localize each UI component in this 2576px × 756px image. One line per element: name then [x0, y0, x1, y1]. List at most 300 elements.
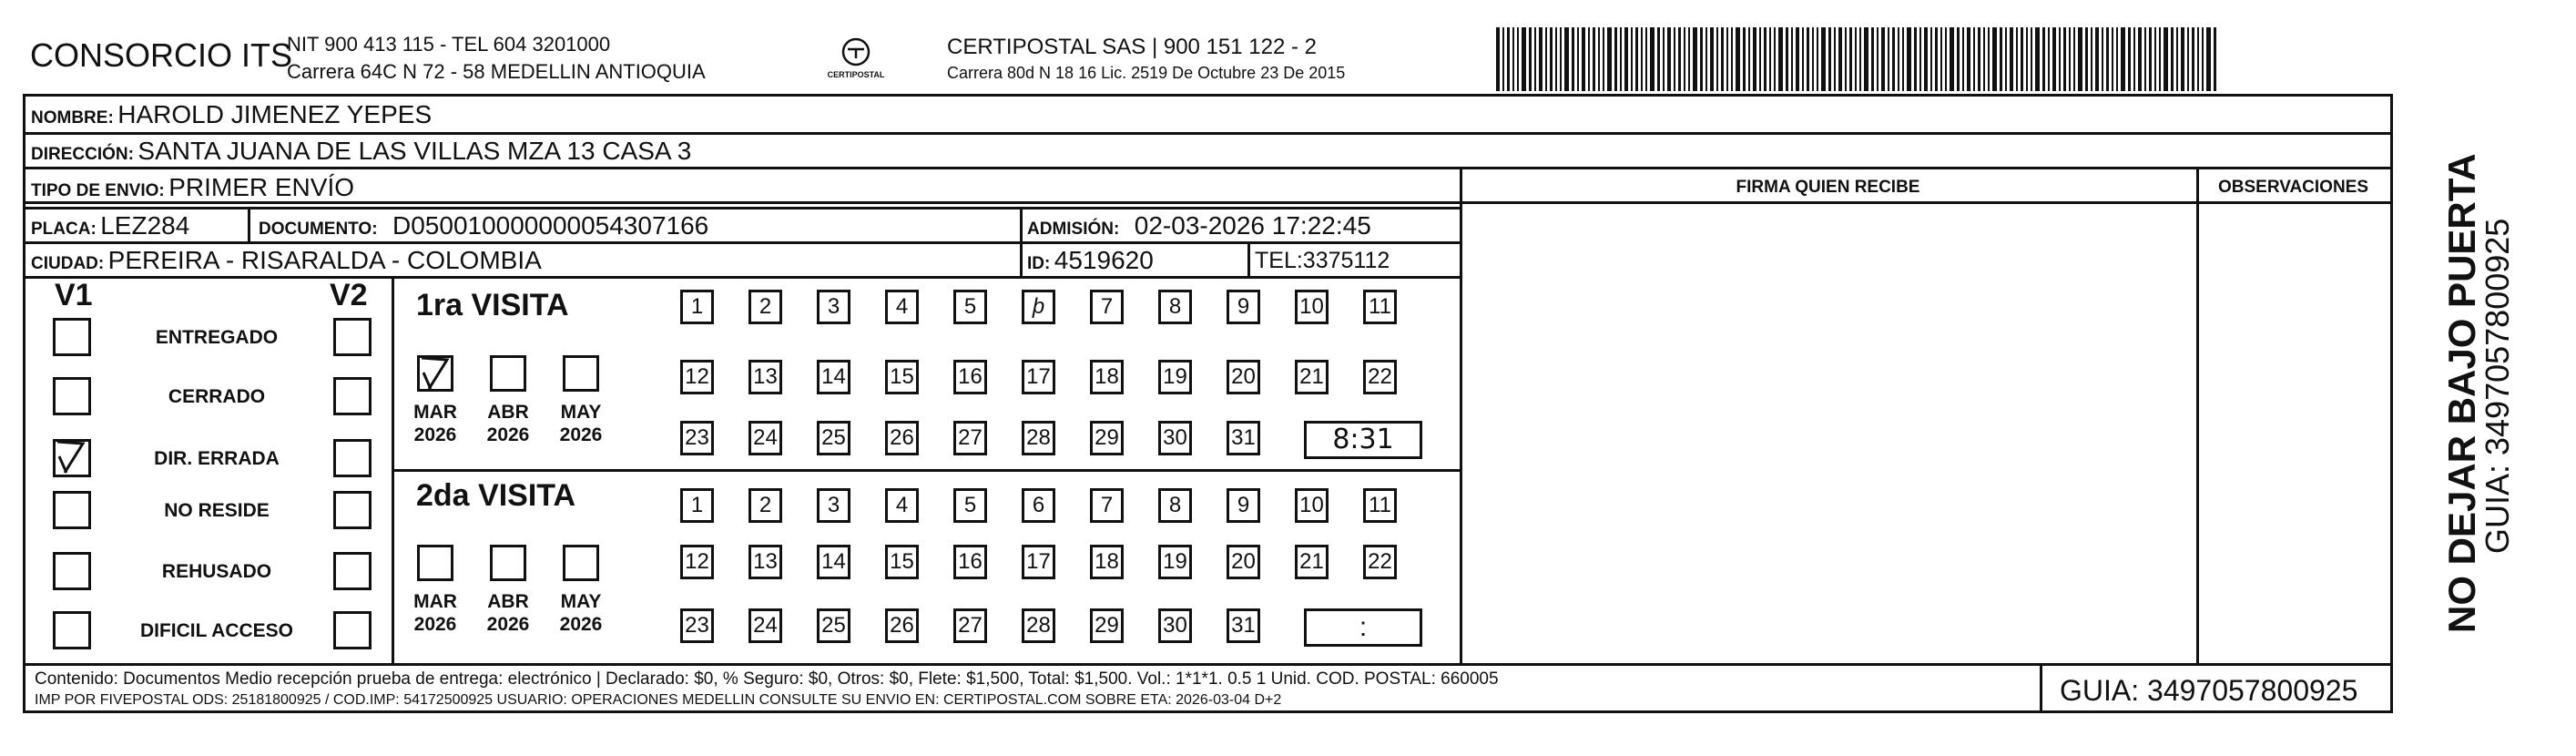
day-number: 14 — [821, 364, 846, 389]
month-year: 2026 — [486, 424, 530, 445]
day-number: 13 — [753, 549, 778, 574]
barcode-bar — [1539, 27, 1543, 91]
barcode-bar — [1607, 27, 1612, 91]
v2-checkbox[interactable] — [333, 377, 372, 415]
day-box[interactable] — [1363, 290, 1397, 324]
barcode-bar — [1635, 27, 1638, 91]
barcode-bar — [1821, 27, 1826, 91]
tel-value: 3375112 — [1302, 248, 1390, 273]
day-box[interactable] — [680, 290, 714, 324]
day-box[interactable] — [1022, 545, 1055, 579]
barcode-bar — [1786, 27, 1788, 91]
barcode-bar — [1907, 27, 1911, 91]
day-box[interactable] — [1090, 360, 1124, 394]
barcode-bar — [1930, 27, 1932, 91]
day-box[interactable] — [1158, 290, 1192, 324]
day-box[interactable] — [1090, 545, 1124, 579]
id-value: 4519620 — [1054, 246, 1154, 274]
day-box[interactable] — [1158, 421, 1192, 455]
day-number: 24 — [753, 613, 778, 638]
certipostal-logo — [824, 36, 888, 79]
status-option-label: CERRADO — [168, 386, 266, 407]
id-row — [1027, 246, 1154, 275]
frame-bottom — [23, 710, 2393, 713]
logo-text: CERTIPOSTAL — [827, 70, 885, 79]
barcode-bar — [1502, 27, 1504, 91]
barcode-bar — [2042, 27, 2045, 91]
barcode-bar — [2016, 27, 2018, 91]
barcode-bar — [1919, 27, 1921, 91]
day-box[interactable] — [953, 290, 987, 324]
signature-area[interactable] — [1462, 208, 2194, 661]
placa-divider — [248, 207, 250, 241]
barcode-bar — [2078, 27, 2082, 91]
barcode-bar — [1828, 27, 1831, 91]
barcode-bar — [2026, 27, 2028, 91]
barcode-bar — [1802, 27, 1804, 91]
day-box[interactable] — [748, 488, 782, 523]
day-number: 16 — [958, 549, 983, 574]
day-box[interactable] — [1295, 290, 1329, 324]
day-number: 25 — [821, 425, 846, 450]
status-option-label: REHUSADO — [161, 561, 272, 582]
row-line-2 — [23, 167, 2393, 169]
day-number: 10 — [1299, 294, 1324, 319]
barcode-bar — [2021, 27, 2023, 91]
v2-checkbox[interactable] — [333, 439, 372, 477]
barcode-bar — [2149, 27, 2152, 91]
barcode-bar — [1988, 27, 1990, 91]
barcode-bar — [1564, 27, 1569, 91]
day-box[interactable] — [1022, 608, 1055, 643]
status-option-label: NO RESIDE — [164, 500, 270, 521]
month-label — [408, 590, 463, 636]
barcode-bar — [1529, 27, 1532, 91]
barcode-bar — [1967, 27, 1970, 91]
day-number: 30 — [1163, 425, 1187, 450]
day-box[interactable] — [817, 360, 850, 394]
day-number: 6 — [1032, 493, 1045, 517]
day-number: 31 — [1231, 613, 1256, 638]
day-number: 9 — [1237, 493, 1250, 517]
day-number: 8 — [1168, 294, 1182, 319]
barcode-bar — [2010, 27, 2013, 91]
barcode-bar — [1731, 27, 1733, 91]
day-number: 28 — [1026, 613, 1051, 638]
day-box[interactable] — [1090, 608, 1124, 643]
day-number: 15 — [890, 549, 914, 574]
day-box[interactable] — [817, 608, 850, 643]
day-box[interactable] — [1158, 360, 1192, 394]
nombre-label: NOMBRE: — [31, 108, 114, 128]
v1-checkbox[interactable] — [53, 611, 91, 649]
day-box[interactable] — [817, 421, 850, 455]
barcode-bar — [2048, 27, 2050, 91]
day-box[interactable] — [1158, 545, 1192, 579]
barcode-bar — [1496, 27, 1500, 91]
day-box[interactable] — [1363, 488, 1397, 523]
day-number: 28 — [1026, 425, 1051, 450]
day-number: 3 — [827, 294, 840, 319]
day-box[interactable] — [1090, 488, 1124, 523]
barcode-bar — [1678, 27, 1681, 91]
barcode-bar — [1978, 27, 1980, 91]
barcode-bar — [1598, 27, 1600, 91]
barcode-bar — [1807, 27, 1809, 91]
placa-value: LEZ284 — [100, 211, 190, 240]
day-box[interactable] — [680, 608, 714, 643]
day-box[interactable] — [1158, 608, 1192, 643]
barcode-bar — [1973, 27, 1975, 91]
barcode-bar — [1838, 27, 1842, 91]
barcode-bar — [1817, 27, 1818, 91]
day-number: 22 — [1368, 549, 1392, 574]
barcode-bar — [1582, 27, 1585, 91]
day-number: 1 — [690, 493, 704, 517]
firma-header: FIRMA QUIEN RECIBE — [1736, 178, 1920, 197]
barcode-bar — [2095, 27, 2099, 91]
day-number: 7 — [1100, 294, 1114, 319]
day-box[interactable] — [1158, 488, 1192, 523]
barcode-bar — [1778, 27, 1783, 91]
tel-divider — [1247, 241, 1250, 276]
day-number: 11 — [1369, 493, 1391, 517]
barcode-bar — [1624, 27, 1628, 91]
barcode-bar — [2005, 27, 2007, 91]
day-box[interactable] — [1227, 545, 1260, 579]
barcode-bar — [2112, 27, 2113, 91]
day-box[interactable] — [885, 488, 919, 523]
day-number: 20 — [1231, 364, 1256, 389]
day-box[interactable] — [748, 360, 782, 394]
day-box[interactable] — [885, 608, 919, 643]
day-number: 14 — [821, 549, 846, 574]
checkmark-icon — [416, 352, 456, 393]
v2-header: V2 — [330, 278, 368, 312]
barcode-bar — [1688, 27, 1690, 91]
day-box[interactable] — [680, 360, 714, 394]
barcode — [1496, 27, 2225, 91]
barcode-bar — [1940, 27, 1942, 91]
day-number: 21 — [1299, 364, 1324, 389]
barcode-bar — [1545, 27, 1547, 91]
day-box[interactable] — [817, 290, 850, 324]
day-number: 16 — [958, 364, 983, 389]
month-year: 2026 — [559, 614, 603, 635]
day-box[interactable] — [885, 360, 919, 394]
day-number: 12 — [685, 364, 709, 389]
barcode-bar — [1935, 27, 1938, 91]
admision-value: 02-03-2026 17:22:45 — [1134, 211, 1371, 240]
row-line-5 — [23, 276, 1460, 279]
day-box[interactable] — [748, 608, 782, 643]
barcode-bar — [1902, 27, 1904, 91]
barcode-bar — [2116, 27, 2118, 91]
day-number: 13 — [753, 364, 778, 389]
day-box[interactable] — [953, 421, 987, 455]
barcode-bar — [1693, 27, 1697, 91]
day-number: 19 — [1163, 364, 1187, 389]
barcode-bar — [1572, 27, 1574, 91]
day-number: 27 — [958, 425, 983, 450]
barcode-bar — [1812, 27, 1814, 91]
day-box[interactable] — [748, 290, 782, 324]
day-box[interactable] — [817, 488, 850, 523]
barcode-bar — [1849, 27, 1852, 91]
day-box[interactable] — [885, 421, 919, 455]
day-number: 17 — [1026, 549, 1051, 574]
guia-divider — [2040, 663, 2042, 710]
day-box[interactable] — [1227, 608, 1260, 643]
barcode-bar — [1892, 27, 1895, 91]
barcode-bar — [1705, 27, 1707, 91]
barcode-bar — [2164, 27, 2168, 91]
barcode-bar — [2035, 27, 2040, 91]
day-box[interactable] — [1227, 421, 1260, 455]
day-box[interactable] — [1227, 290, 1260, 324]
barcode-bar — [1753, 27, 1756, 91]
barcode-bar — [1593, 27, 1595, 91]
day-number: 12 — [685, 549, 709, 574]
day-number: 23 — [685, 425, 709, 450]
second-visit-title: 2da VISITA — [416, 478, 576, 513]
v2-checkbox[interactable] — [333, 491, 372, 529]
barcode-bar — [2091, 27, 2092, 91]
day-box[interactable] — [748, 421, 782, 455]
barcode-bar — [1726, 27, 1728, 91]
barcode-bar — [1791, 27, 1793, 91]
barcode-bar — [2073, 27, 2075, 91]
barcode-bar — [1992, 27, 1997, 91]
placa-label: PLACA: — [31, 220, 97, 239]
barcode-bar — [1859, 27, 1861, 91]
day-number: 10 — [1299, 493, 1324, 517]
company-name: CONSORCIO ITS — [30, 36, 293, 74]
barcode-bar — [1663, 27, 1665, 91]
frame-left — [23, 94, 25, 710]
v2-checkbox[interactable] — [333, 552, 372, 590]
v1-checkbox[interactable] — [53, 552, 91, 590]
day-number: 27 — [958, 613, 983, 638]
day-box[interactable] — [1295, 545, 1329, 579]
day-box[interactable] — [680, 488, 714, 523]
admision-row — [1027, 211, 1371, 240]
day-box[interactable] — [1295, 360, 1329, 394]
barcode-bar — [2187, 27, 2189, 91]
day-box[interactable] — [953, 545, 987, 579]
barcode-bar — [1645, 27, 1647, 91]
day-number: 5 — [963, 294, 977, 319]
barcode-bar — [2214, 27, 2216, 91]
v1-checkbox[interactable] — [53, 377, 91, 415]
observations-area[interactable] — [2199, 208, 2388, 661]
month-checkbox[interactable] — [417, 545, 453, 581]
day-box[interactable] — [953, 360, 987, 394]
barcode-bar — [2176, 27, 2178, 91]
barcode-bar — [1769, 27, 1771, 91]
day-box[interactable] — [680, 421, 714, 455]
day-number: 1 — [690, 294, 704, 319]
barcode-bar — [1759, 27, 1761, 91]
barcode-bar — [1631, 27, 1633, 91]
barcode-bar — [2171, 27, 2174, 91]
footer-contents: Contenido: Documentos Medio recepción prueba de entrega: electrónico | Declarado: $0, % Seguro: $0, Otros: $0, Flete: $1,500, Total: $1,500. Vol.: 1*1*1. 0.5 1 Unid. COD. POSTAL: 660005 — [35, 669, 1499, 689]
nombre-value: HAROLD JIMENEZ YEPES — [117, 100, 433, 128]
month-name: MAR — [413, 591, 457, 612]
row-line-3 — [23, 201, 2393, 204]
placa-row — [31, 211, 189, 240]
day-box[interactable] — [1363, 360, 1397, 394]
day-number: 19 — [1163, 549, 1187, 574]
barcode-bar — [2052, 27, 2056, 91]
day-box[interactable] — [680, 545, 714, 579]
barcode-bar — [1716, 27, 1718, 91]
barcode-bar — [1877, 27, 1879, 91]
month-name: MAY — [560, 591, 602, 612]
day-box[interactable] — [748, 545, 782, 579]
day-number: 25 — [821, 613, 846, 638]
address-line: Carrera 64C N 72 - 58 MEDELLIN ANTIOQUIA — [287, 60, 706, 83]
barcode-bar — [1560, 27, 1562, 91]
barcode-bar — [1914, 27, 1917, 91]
day-box[interactable] — [1227, 488, 1260, 523]
day-box[interactable] — [953, 608, 987, 643]
tel-row — [1255, 248, 1390, 274]
v2-checkbox[interactable] — [333, 318, 372, 356]
month-checkbox[interactable] — [490, 545, 526, 581]
month-checkbox[interactable] — [563, 545, 599, 581]
row-line-1 — [23, 132, 2393, 135]
day-box[interactable] — [885, 545, 919, 579]
day-number: 4 — [895, 294, 909, 319]
barcode-bar — [1603, 27, 1604, 91]
row-line-3b — [23, 207, 1460, 209]
day-box[interactable] — [1295, 488, 1329, 523]
day-box[interactable] — [1363, 545, 1397, 579]
day-box[interactable] — [885, 290, 919, 324]
barcode-bar — [1888, 27, 1889, 91]
barcode-bar — [2059, 27, 2061, 91]
month-year: 2026 — [413, 424, 457, 445]
time-placeholder: : — [1359, 612, 1368, 642]
side-warning: NO DEJAR BAJO PUERTA — [2440, 153, 2483, 633]
day-number: 15 — [890, 364, 914, 389]
v1-checkbox[interactable] — [53, 439, 91, 477]
barcode-bar — [2159, 27, 2161, 91]
barcode-bar — [1550, 27, 1553, 91]
side-guia: GUIA: 3497057800925 — [2479, 218, 2516, 554]
day-box[interactable] — [953, 488, 987, 523]
barcode-bar — [1700, 27, 1703, 91]
barcode-bar — [1684, 27, 1685, 91]
day-number: 3 — [827, 493, 840, 517]
barcode-bar — [1871, 27, 1874, 91]
handwritten-time: 8:31 — [1332, 424, 1394, 455]
documento-row — [259, 211, 708, 240]
documento-value: D050010000000054307166 — [392, 211, 709, 240]
barcode-bar — [2000, 27, 2002, 91]
admision-divider — [1020, 207, 1023, 276]
day-number: 2 — [759, 294, 772, 319]
barcode-bar — [1641, 27, 1643, 91]
v2-checkbox[interactable] — [333, 611, 372, 649]
direccion-row — [31, 137, 691, 166]
footer-line — [23, 663, 2393, 666]
tipo-value: PRIMER ENVÍO — [168, 173, 355, 201]
day-number: 18 — [1095, 364, 1119, 389]
v1-checkbox[interactable] — [53, 491, 91, 529]
barcode-bar — [1924, 27, 1928, 91]
barcode-bar — [1855, 27, 1857, 91]
month-year: 2026 — [559, 424, 603, 445]
observaciones-header: OBSERVACIONES — [2217, 178, 2369, 197]
visit-split — [392, 469, 1460, 472]
barcode-bar — [2192, 27, 2194, 91]
status-option-label: ENTREGADO — [155, 327, 279, 348]
day-box[interactable] — [1227, 360, 1260, 394]
barcode-bar — [2206, 27, 2211, 91]
day-box[interactable] — [1022, 488, 1055, 523]
v1-header: V1 — [55, 278, 93, 312]
day-box[interactable] — [1022, 421, 1055, 455]
checkmark-icon — [52, 436, 92, 476]
barcode-bar — [1517, 27, 1519, 91]
barcode-bar — [2121, 27, 2125, 91]
barcode-bar — [2202, 27, 2204, 91]
barcode-bar — [2085, 27, 2088, 91]
barcode-bar — [1650, 27, 1655, 91]
footer-guia: GUIA: 3497057800925 — [2060, 674, 2358, 707]
time-box[interactable] — [1304, 608, 1422, 647]
barcode-bar — [1736, 27, 1740, 91]
footer-print-info: IMP POR FIVEPOSTAL ODS: 25181800925 / COD.IMP: 54172500925 USUARIO: OPERACIONES MEDELLIN CONSULTE SU ENVIO EN: CERTIPOSTAL.COM SOBRE ETA: 2026-03-04 D+2 — [35, 692, 1282, 708]
barcode-bar — [1710, 27, 1714, 91]
frame-right — [2390, 94, 2393, 713]
id-label: ID: — [1027, 254, 1051, 273]
month-checkbox[interactable] — [490, 355, 526, 392]
month-label — [554, 590, 608, 636]
barcode-bar — [1881, 27, 1885, 91]
time-box[interactable] — [1304, 421, 1422, 459]
month-checkbox[interactable] — [417, 355, 453, 392]
row-line-4 — [23, 241, 1460, 244]
day-box[interactable] — [1090, 290, 1124, 324]
month-name: MAY — [560, 402, 602, 423]
barcode-bar — [1512, 27, 1514, 91]
day-box[interactable] — [1022, 290, 1055, 324]
nit-line: NIT 900 413 115 - TEL 604 3201000 — [287, 33, 611, 56]
license-line: Carrera 80d N 18 16 Lic. 2519 De Octubre 23 De 2015 — [947, 64, 1346, 82]
day-number: þ — [1032, 294, 1045, 319]
barcode-bar — [1834, 27, 1836, 91]
day-number: 8 — [1168, 493, 1182, 517]
barcode-bar — [1577, 27, 1579, 91]
month-checkbox[interactable] — [563, 355, 599, 392]
day-box[interactable] — [1090, 421, 1124, 455]
day-number: 7 — [1100, 493, 1114, 517]
tipo-label: TIPO DE ENVIO: — [31, 181, 165, 200]
barcode-bar — [2106, 27, 2109, 91]
nombre-row — [31, 100, 432, 129]
day-number: 11 — [1369, 294, 1391, 319]
barcode-bar — [1962, 27, 1964, 91]
month-name: ABR — [487, 591, 529, 612]
day-number: 20 — [1231, 549, 1256, 574]
v1-checkbox[interactable] — [53, 318, 91, 356]
barcode-bar — [1950, 27, 1954, 91]
day-box[interactable] — [1022, 360, 1055, 394]
day-box[interactable] — [817, 545, 850, 579]
